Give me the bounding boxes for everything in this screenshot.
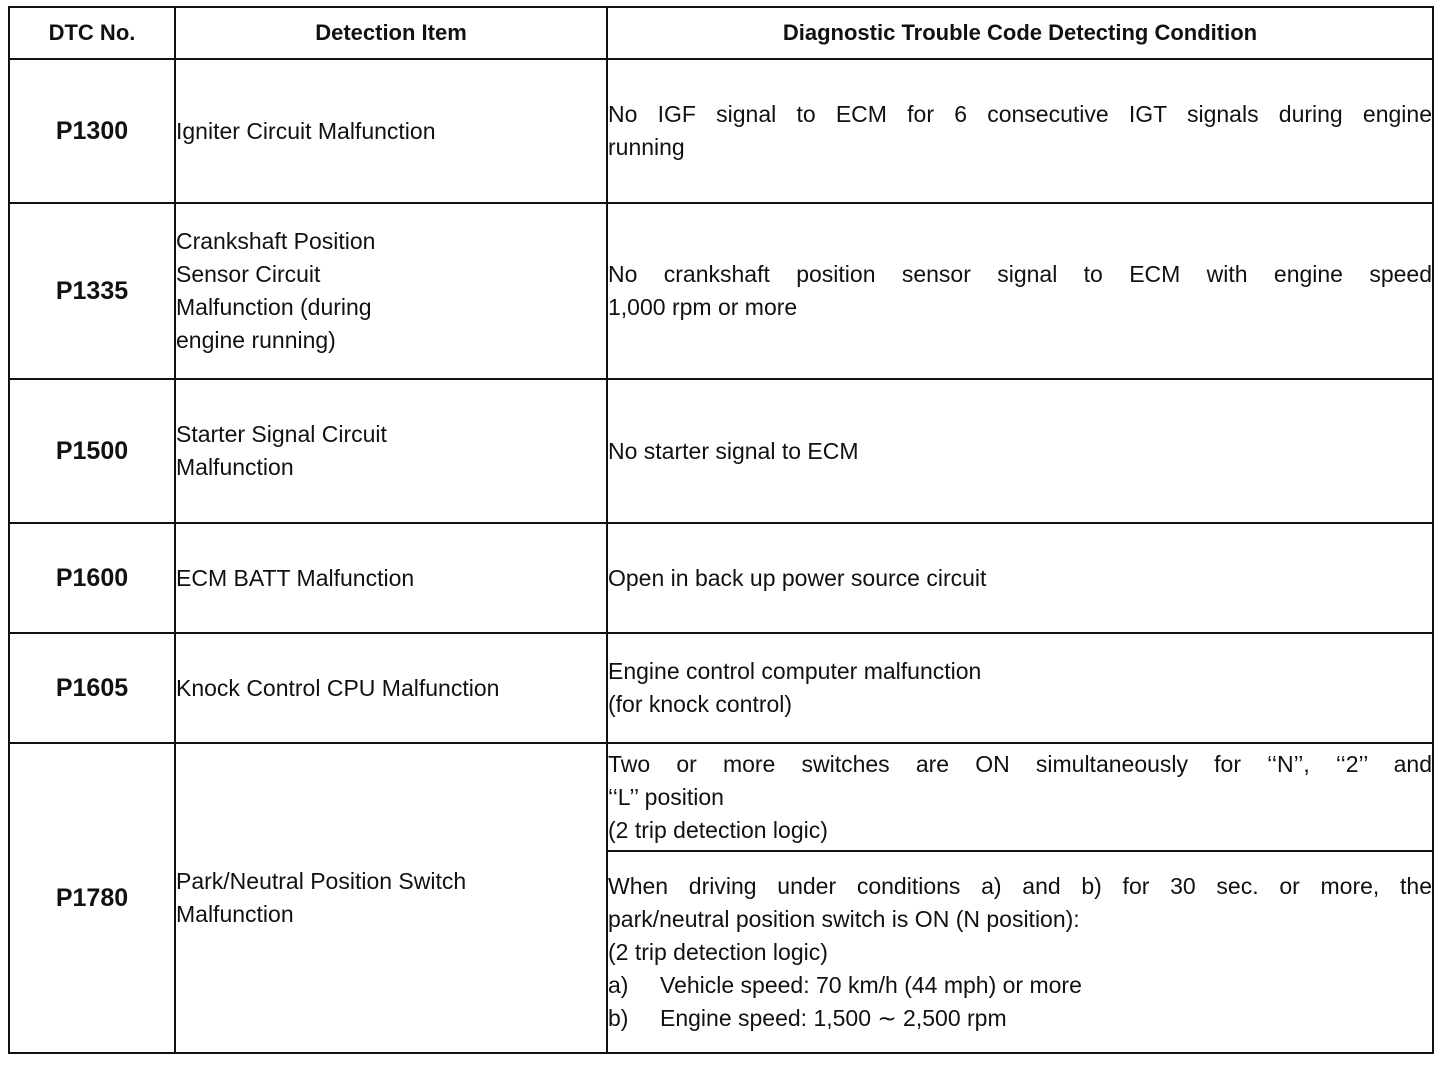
condition-line: ‘‘L’’ position [608,783,724,810]
condition-line: 1,000 rpm or more [608,294,798,320]
dtc-code: P1300 [9,59,175,203]
detection-item-line: ECM BATT Malfunction [176,564,415,591]
detection-item-line: Park/Neutral Position Switch [176,868,467,894]
detection-item-line: Igniter Circuit Malfunction [176,117,436,144]
dtc-code: P1780 [9,743,175,1053]
list-text: Engine speed: 1,500 ∼ 2,500 rpm [660,1004,1007,1031]
detection-item-line: Sensor Circuit [176,261,321,287]
list-text: Vehicle speed: 70 km/h (44 mph) or more [660,971,1082,998]
detection-item [175,743,607,1053]
detecting-condition [607,59,1433,203]
detection-item-line: engine running) [176,327,336,353]
detecting-condition [607,379,1433,523]
condition-line: (for knock control) [608,691,793,717]
detecting-condition [607,851,1433,1053]
detecting-condition [607,523,1433,633]
condition-line: (2 trip detection logic) [608,938,828,965]
condition-line: park/neutral position switch is ON (N position): [608,905,1080,932]
detecting-condition [607,203,1433,379]
condition-line: When driving under conditions a) and b) for 30 sec. or more, the [608,872,1432,899]
condition-line: No IGF signal to ECM for 6 consecutive IGT signals during engine [608,101,1432,127]
list-label: b) [608,1004,629,1031]
table-row [9,379,1433,523]
list-label: a) [608,971,629,998]
detection-item-line: Malfunction [176,454,294,480]
table-row [9,633,1433,743]
detection-item-line: Malfunction (during [176,294,372,320]
table-row [9,203,1433,379]
detection-item-line: Malfunction [176,901,294,927]
detection-item [175,203,607,379]
detecting-condition [607,633,1433,743]
detecting-condition [607,743,1433,851]
detection-item-line: Knock Control CPU Malfunction [176,674,500,701]
detection-item-line: Crankshaft Position [176,228,376,254]
condition-line: running [608,134,685,160]
header-dtc-no: DTC No. [9,7,175,59]
detection-item [175,379,607,523]
dtc-code: P1335 [9,203,175,379]
table-row [9,743,1433,851]
detection-item-line: Starter Signal Circuit [176,421,387,447]
header-detecting-condition: Diagnostic Trouble Code Detecting Condition [607,7,1433,59]
condition-line: Engine control computer malfunction [608,658,982,684]
condition-line: No crankshaft position sensor signal to ECM with engine speed [608,261,1432,287]
dtc-code: P1605 [9,633,175,743]
condition-list-item [608,969,1432,1002]
table-row [9,59,1433,203]
header-detection-item: Detection Item [175,7,607,59]
dtc-table [8,6,1434,1054]
detection-item [175,59,607,203]
detection-item [175,633,607,743]
condition-line: Open in back up power source circuit [608,564,987,591]
condition-list-item [608,1002,1432,1035]
dtc-code: P1600 [9,523,175,633]
condition-line: No starter signal to ECM [608,437,859,464]
detection-item [175,523,607,633]
condition-line: (2 trip detection logic) [608,816,828,843]
table-row [9,523,1433,633]
dtc-code: P1500 [9,379,175,523]
condition-line: Two or more switches are ON simultaneously for ‘‘N’’, ‘‘2’’ and [608,750,1432,777]
header-row [9,7,1433,59]
